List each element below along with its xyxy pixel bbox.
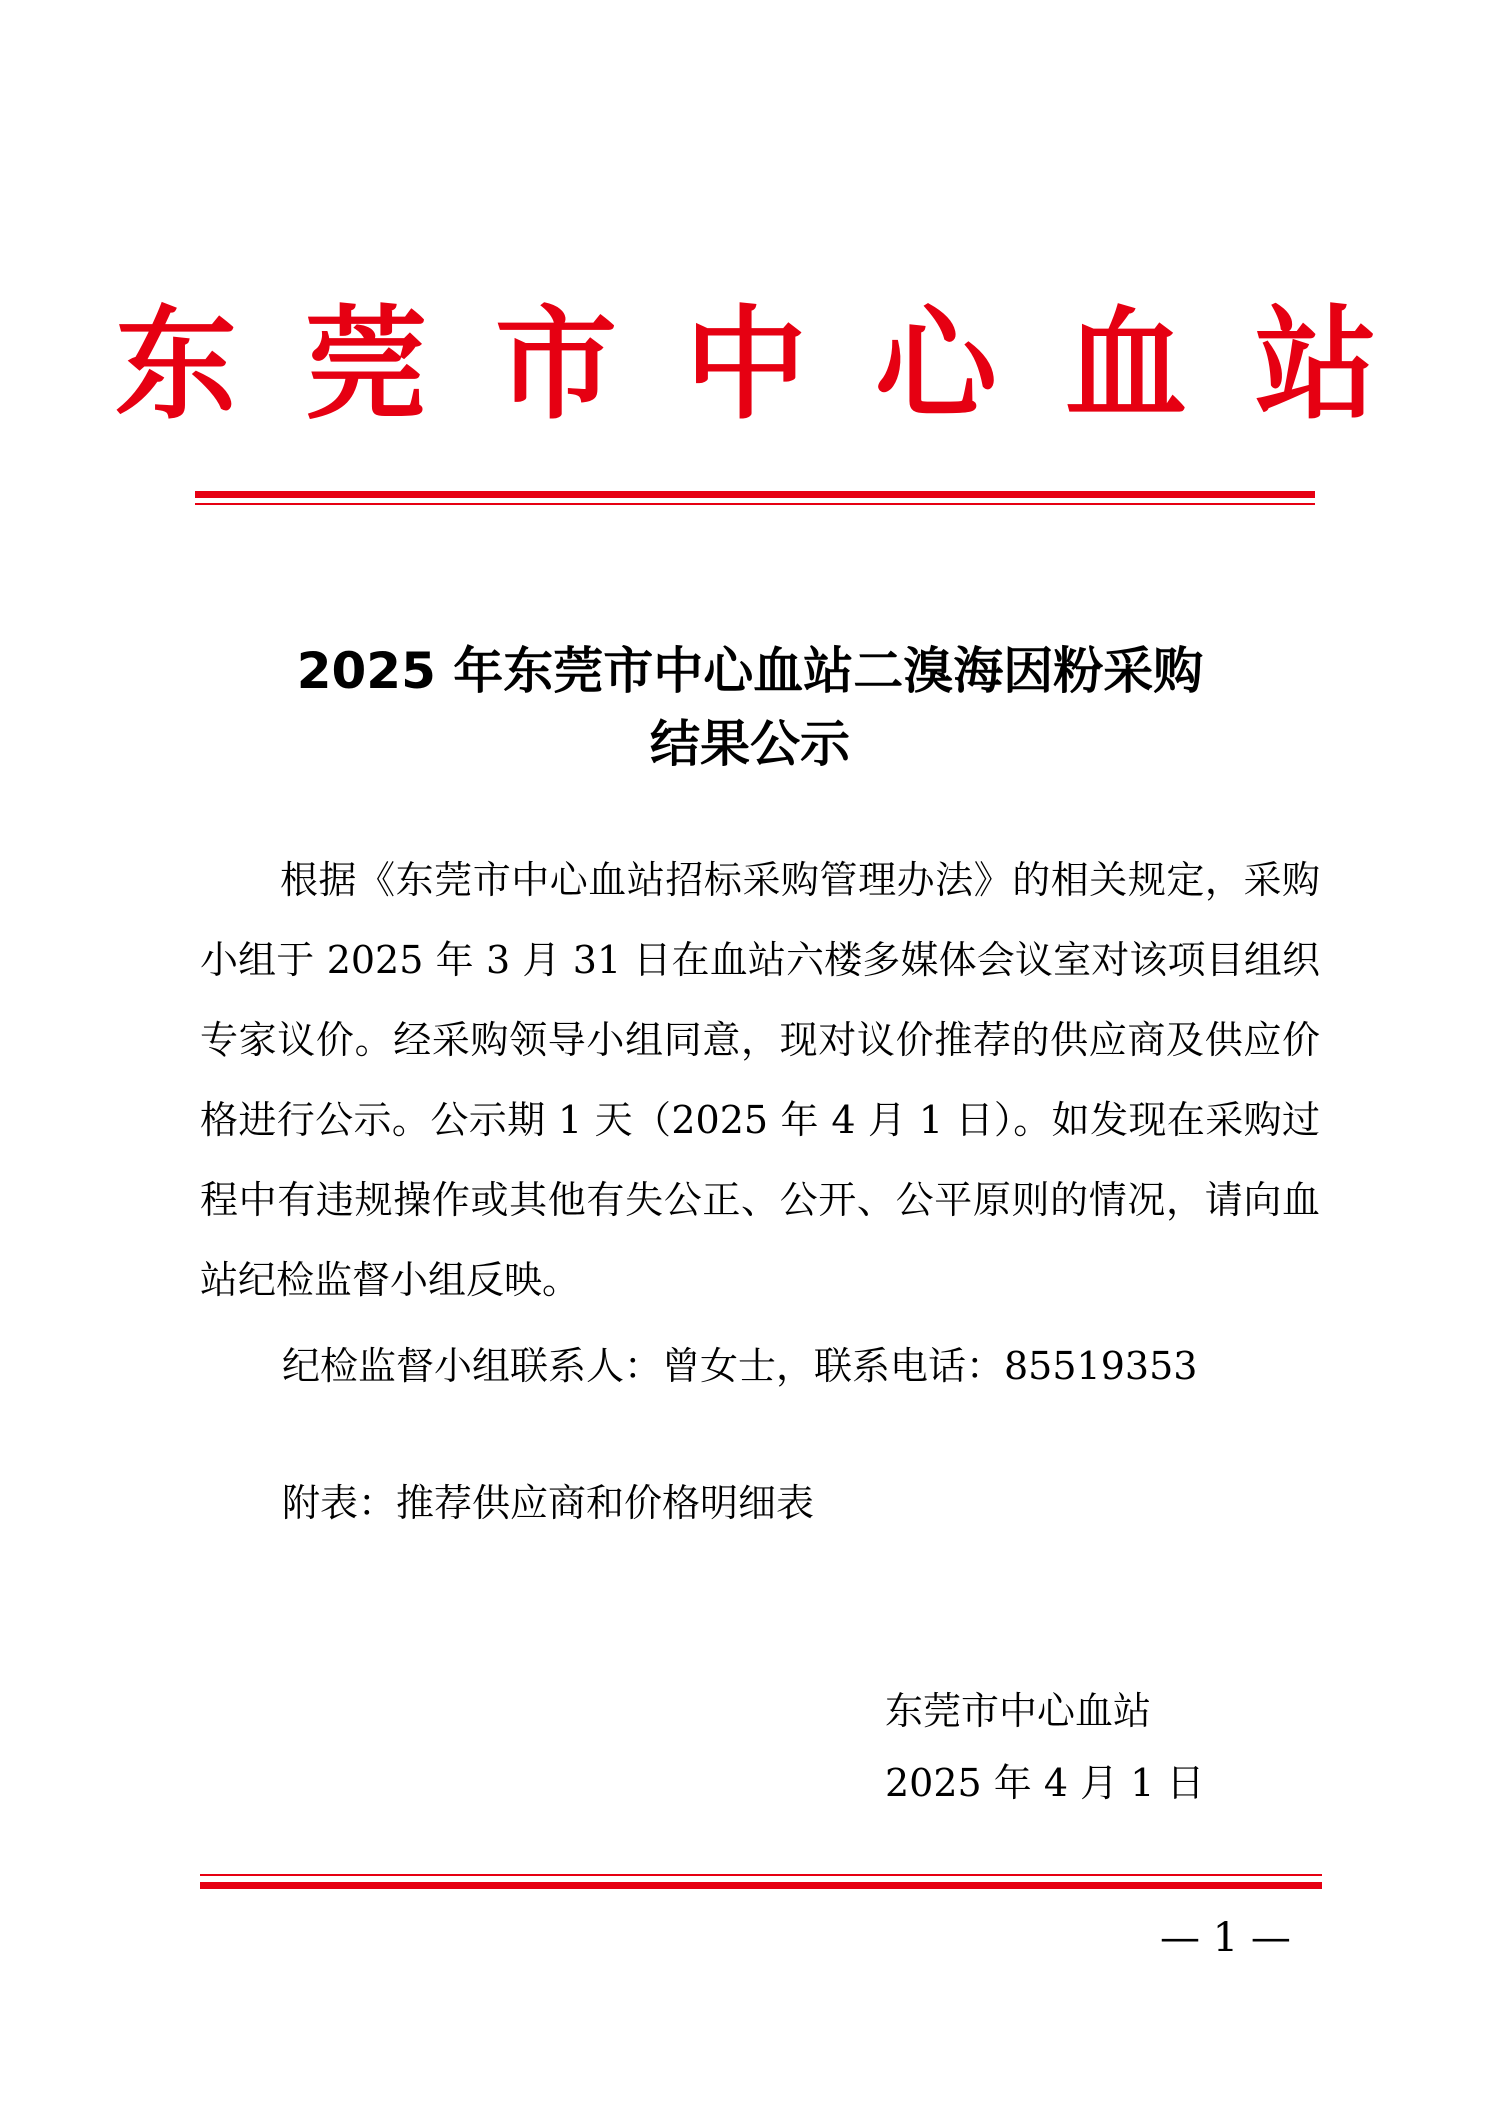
body-paragraph: 根据《东莞市中心血站招标采购管理办法》的相关规定，采购小组于 2025 年 3 月 31 日在血站六楼多媒体会议室对该项目组织专家议价。经采购领导小组同意，现对议价推荐的供应商及供应价格进行公示。公示期 1 天（2025 年 4 月 1 日）。如发现在采购过程中有违规操作或其他有失公正、公开、公平原则的情况，请向血站纪检监督小组反映。 [200, 858, 1320, 1302]
header-rule-thick [195, 491, 1315, 498]
attachment-line: 附表：推荐供应商和价格明细表 [282, 1481, 815, 1525]
page-number: — 1 — [1160, 1915, 1291, 1961]
contact-line: 纪检监督小组联系人：曾女士，联系电话：85519353 [282, 1344, 1198, 1388]
footer-rule-thin [200, 1874, 1322, 1876]
document-title-line1: 2025 年东莞市中心血站二溴海因粉采购 [296, 642, 1204, 700]
masthead-org-name: 东莞市中心血站 [115, 294, 1445, 436]
signature-org: 东莞市中心血站 [885, 1689, 1152, 1733]
header-rule-thin [195, 503, 1315, 505]
document-title-line2: 结果公示 [650, 715, 850, 773]
signature-date: 2025 年 4 月 1 日 [885, 1761, 1205, 1805]
footer-rule-thick [200, 1882, 1322, 1889]
